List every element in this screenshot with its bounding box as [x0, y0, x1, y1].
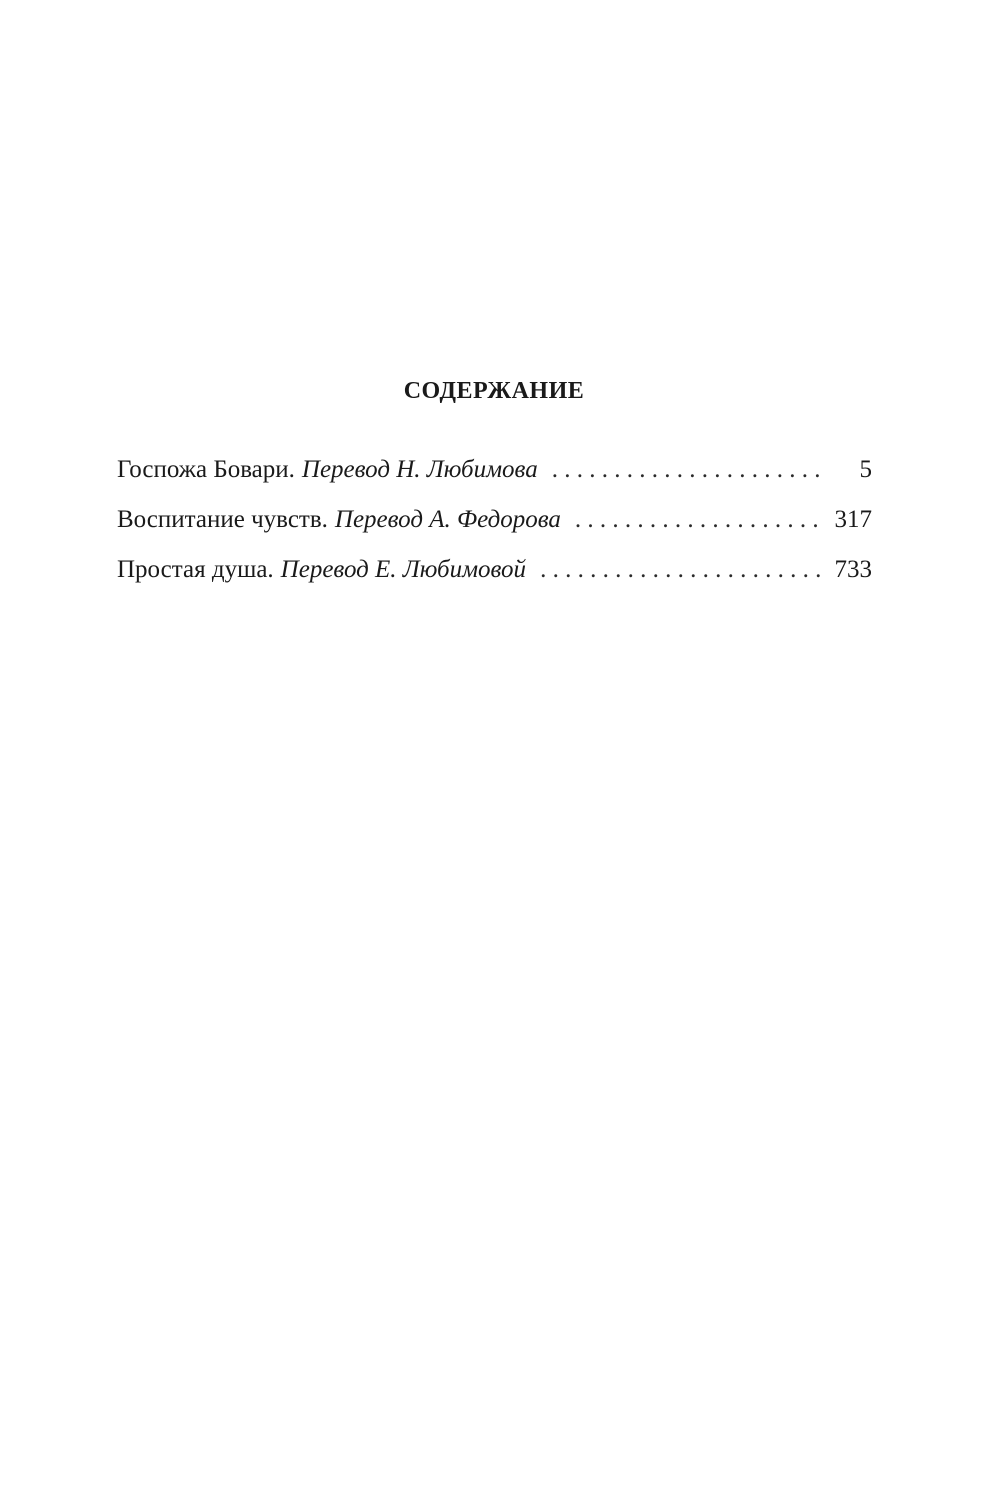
toc-entry-sentimental-education[interactable]: [117, 502, 872, 552]
toc-entry-translator: Перевод Н. Любимова: [301, 456, 538, 483]
dot-leader: [540, 552, 824, 588]
toc-heading: СОДЕРЖАНИЕ: [403, 378, 585, 404]
toc-entry-page-number: 5: [859, 456, 872, 483]
dot-leader: [552, 452, 824, 488]
toc-entry-simple-heart[interactable]: [117, 552, 872, 602]
toc-entry-translator: Перевод Е. Любимовой: [280, 556, 527, 583]
toc-entry-title: Воспитание чувств.: [117, 506, 328, 533]
toc-entry-page-number: 733: [834, 556, 872, 583]
toc-entry-title: Простая душа.: [117, 556, 274, 583]
toc-entry-title: Госпожа Бовари.: [117, 456, 295, 483]
dot-leader: [575, 502, 824, 538]
toc-entry-translator: Перевод А. Федорова: [334, 506, 561, 533]
toc-entry-page-number: 317: [834, 506, 872, 533]
table-of-contents: [117, 452, 872, 602]
toc-entry-madame-bovary[interactable]: [117, 452, 872, 502]
